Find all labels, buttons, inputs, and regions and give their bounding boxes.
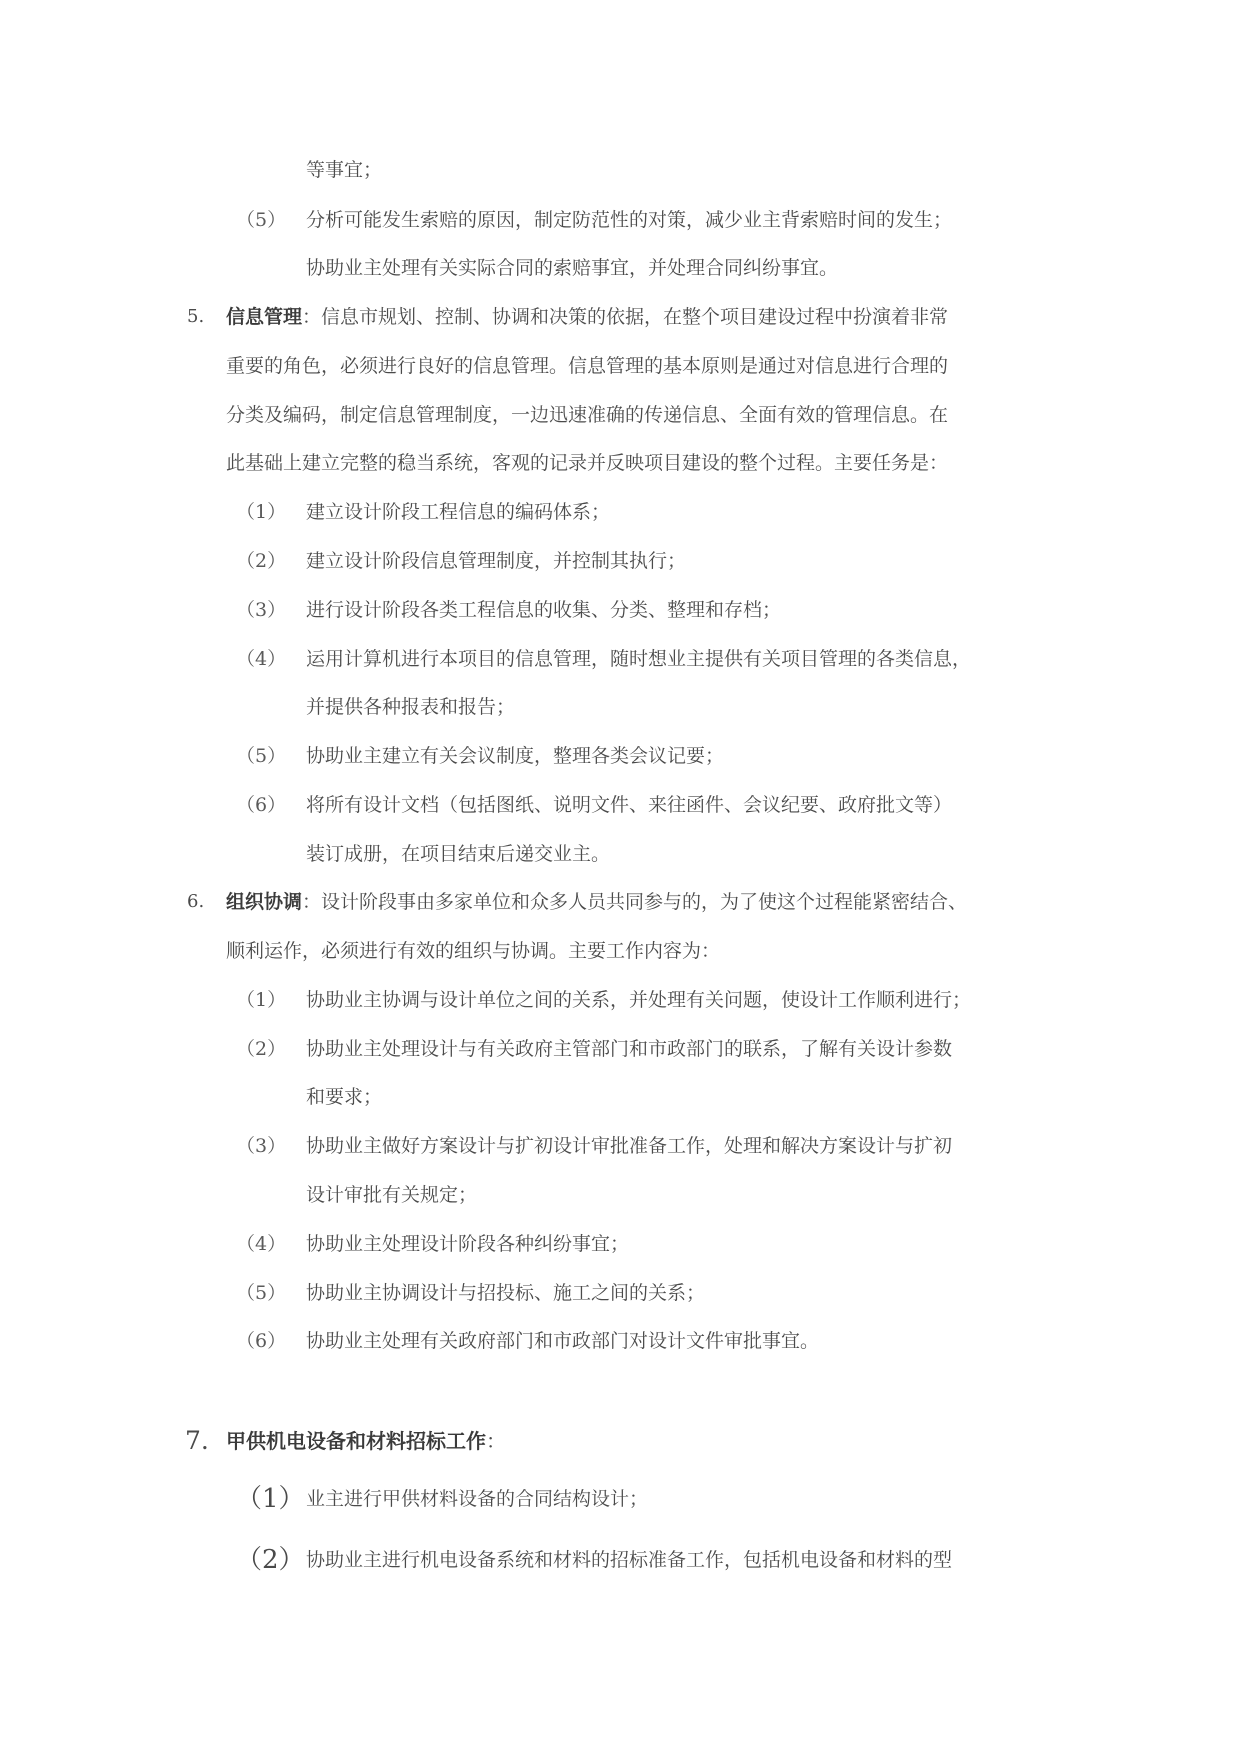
item-text: 业主进行甲供材料设备的合同结构设计； — [306, 1488, 649, 1510]
item-number: （1） — [236, 989, 287, 1011]
item-text: 建立设计阶段信息管理制度，并控制其执行； — [306, 550, 687, 572]
section-number: 7. — [185, 1426, 209, 1455]
continuation-text: 设计审批有关规定； — [306, 1184, 478, 1206]
item-number: （5） — [236, 209, 287, 231]
section-text: ：设计阶段事由多家单位和众多人员共同参与的，为了使这个过程能紧密结合、 — [302, 891, 968, 913]
item-number: （2） — [236, 1545, 305, 1575]
continuation-text: 等事宜； — [306, 159, 383, 181]
section-title: 组织协调 — [226, 891, 303, 913]
item-number: （4） — [236, 648, 287, 670]
item-number: （1） — [236, 501, 287, 523]
paragraph-text: 此基础上建立完整的稳当系统，客观的记录并反映项目建设的整个过程。主要任务是： — [226, 452, 949, 474]
item-number: （1） — [236, 1484, 305, 1514]
item-number: （3） — [236, 1135, 287, 1157]
continuation-text: 装订成册，在项目结束后递交业主。 — [306, 843, 611, 865]
section-number: 6. — [187, 891, 205, 912]
item-number: （6） — [236, 794, 287, 816]
item-text: 协助业主做好方案设计与扩初设计审批准备工作，处理和解决方案设计与扩初 — [306, 1135, 953, 1157]
section-title: 甲供机电设备和材料招标工作 — [226, 1429, 486, 1453]
item-text: 协助业主建立有关会议制度，整理各类会议记要； — [306, 745, 725, 767]
item-text: 协助业主处理有关政府部门和市政部门对设计文件审批事宜。 — [306, 1330, 820, 1352]
item-text: 运用计算机进行本项目的信息管理，随时想业主提供有关项目管理的各类信息， — [306, 648, 972, 670]
paragraph-text: 分类及编码，制定信息管理制度，一边迅速准确的传递信息、全面有效的管理信息。在 — [226, 404, 949, 426]
section-number: 5. — [187, 306, 205, 327]
item-text: 协助业主协调设计与招投标、施工之间的关系； — [306, 1282, 706, 1304]
item-number: （2） — [236, 550, 287, 572]
item-number: （6） — [236, 1330, 287, 1352]
section-title: 信息管理 — [226, 306, 303, 328]
item-text: 分析可能发生索赔的原因，制定防范性的对策，减少业主背索赔时间的发生； — [306, 209, 953, 231]
paragraph-text: 重要的角色，必须进行良好的信息管理。信息管理的基本原则是通过对信息进行合理的 — [226, 355, 949, 377]
item-text: 协助业主协调与设计单位之间的关系，并处理有关问题，使设计工作顺利进行； — [306, 989, 972, 1011]
continuation-text: 并提供各种报表和报告； — [306, 696, 516, 718]
item-number: （2） — [236, 1038, 287, 1060]
item-text: 协助业主处理设计与有关政府主管部门和市政部门的联系，了解有关设计参数 — [306, 1038, 953, 1060]
paragraph-text: 顺利运作，必须进行有效的组织与协调。主要工作内容为： — [226, 940, 721, 962]
item-text: 建立设计阶段工程信息的编码体系； — [306, 501, 611, 523]
item-number: （3） — [236, 599, 287, 621]
section-text: ：信息市规划、控制、协调和决策的依据，在整个项目建设过程中扮演着非常 — [302, 306, 949, 328]
item-number: （5） — [236, 1282, 287, 1304]
item-text: 协助业主处理设计阶段各种纠纷事宜； — [306, 1233, 630, 1255]
item-number: （4） — [236, 1233, 287, 1255]
continuation-text: 协助业主处理有关实际合同的索赔事宜，并处理合同纠纷事宜。 — [306, 257, 839, 279]
item-number: （5） — [236, 745, 287, 767]
item-text: 进行设计阶段各类工程信息的收集、分类、整理和存档； — [306, 599, 782, 621]
item-text: 将所有设计文档（包括图纸、说明文件、来往函件、会议纪要、政府批文等） — [306, 794, 953, 816]
continuation-text: 和要求； — [306, 1086, 383, 1108]
item-text: 协助业主进行机电设备系统和材料的招标准备工作，包括机电设备和材料的型 — [306, 1549, 953, 1571]
section-text: ： — [486, 1429, 506, 1453]
